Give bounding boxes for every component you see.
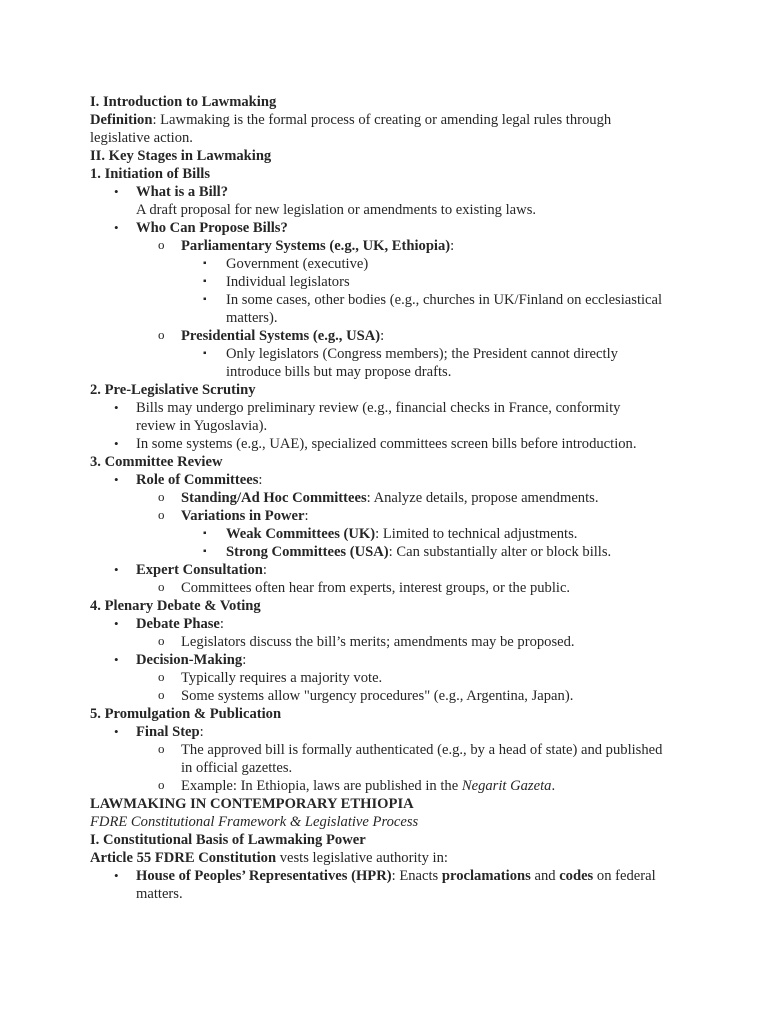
item-bold-text: codes [559,868,594,884]
item-text: . [551,778,556,794]
bullet-disc-icon: • [114,652,119,667]
item-label: Strong Committees (USA) [226,544,389,560]
heading-pre-legislative: 2. Pre-Legislative Scrutiny [90,382,256,398]
item-text: introduce bills but may propose drafts. [226,364,452,380]
bullet-circle-icon: o [158,687,165,702]
item-colon: : [450,238,455,254]
heading-ethiopia: LAWMAKING IN CONTEMPORARY ETHIOPIA [90,796,414,812]
bullet-circle-icon: o [158,741,165,756]
item-colon: : [242,652,247,668]
item-label: Debate Phase [136,616,220,632]
bullet-square-icon: ▪ [203,258,207,269]
bullet-circle-icon: o [158,507,165,522]
bullet-square-icon: ▪ [203,348,207,359]
item-text: and [530,868,560,884]
item-text: In some cases, other bodies (e.g., churches in UK/Finland on ecclesiastical [226,292,663,308]
list-item [90,723,690,741]
item-text: matters. [136,886,183,902]
item-text: Example: In Ethiopia, laws are published in the [181,778,462,794]
heading-key-stages: II. Key Stages in Lawmaking [90,148,272,164]
list-item [90,543,690,561]
item-label: Variations in Power [181,508,305,524]
item-label: Parliamentary Systems (e.g., UK, Ethiopia) [181,238,451,254]
item-label: Role of Committees [136,472,259,488]
item-label: House of Peoples’ Representatives (HPR) [136,868,392,884]
item-italic-text: Negarit Gazeta [461,778,552,794]
item-colon: : [258,472,263,488]
definition-paragraph [90,111,690,129]
list-item [90,183,690,201]
item-colon: : [199,724,204,740]
item-text: : Can substantially alter or block bills. [388,544,612,560]
item-text: A draft proposal for new legislation or amendments to existing laws. [136,202,537,218]
document-page [90,93,690,903]
bullet-disc-icon: • [114,400,119,415]
list-item [90,651,690,669]
bullet-disc-icon: • [114,724,119,739]
list-item-cont [90,759,690,777]
item-label: Final Step [136,724,200,740]
list-item [90,615,690,633]
item-text: Only legislators (Congress members); the President cannot directly [226,346,618,362]
list-item [90,255,690,273]
list-item-cont [90,417,690,435]
list-item-cont [90,309,690,327]
bullet-circle-icon: o [158,489,165,504]
definition-text: : Lawmaking is the formal process of creating or amending legal rules through [152,112,612,128]
bullet-circle-icon: o [158,633,165,648]
bullet-square-icon: ▪ [203,546,207,557]
bullet-circle-icon: o [158,237,165,252]
list-item [90,471,690,489]
list-item-cont [90,885,690,903]
item-text: Individual legislators [226,274,350,290]
item-label: What is a Bill? [136,184,229,200]
heading-constitutional-basis: I. Constitutional Basis of Lawmaking Power [90,832,366,848]
list-item-text [90,201,690,219]
list-item [90,687,690,705]
item-colon: : [304,508,309,524]
list-item [90,399,690,417]
item-text: on federal [593,868,656,884]
heading-introduction: I. Introduction to Lawmaking [90,94,277,110]
bullet-square-icon: ▪ [203,276,207,287]
article-text: vests legislative authority in: [276,850,448,866]
item-text: : Enacts [391,868,442,884]
list-item [90,327,690,345]
heading-promulgation: 5. Promulgation & Publication [90,706,282,722]
list-item [90,561,690,579]
heading-committee-review: 3. Committee Review [90,454,223,470]
item-text: Legislators discuss the bill’s merits; amendments may be proposed. [181,634,575,650]
article-label: Article 55 FDRE Constitution [90,850,277,866]
list-item [90,525,690,543]
list-item [90,273,690,291]
list-item [90,669,690,687]
item-label: Weak Committees (UK) [226,526,376,542]
list-item [90,633,690,651]
bullet-disc-icon: • [114,472,119,487]
list-item [90,489,690,507]
list-item [90,777,690,795]
heading-plenary: 4. Plenary Debate & Voting [90,598,261,614]
bullet-circle-icon: o [158,579,165,594]
item-bold-text: proclamations [441,868,531,884]
item-text: Some systems allow "urgency procedures" (e.g., Argentina, Japan). [181,688,574,704]
list-item [90,435,690,453]
bullet-square-icon: ▪ [203,294,207,305]
item-label: Presidential Systems (e.g., USA) [181,328,381,344]
item-colon: : [380,328,385,344]
item-text: Bills may undergo preliminary review (e.g., financial checks in France, conformity [136,400,621,416]
list-item [90,219,690,237]
item-text: Typically requires a majority vote. [181,670,383,686]
item-text: : Analyze details, propose amendments. [366,490,599,506]
list-item [90,291,690,309]
bullet-disc-icon: • [114,868,119,883]
list-item [90,867,690,885]
item-text: matters). [226,310,278,326]
subheading-ethiopia: FDRE Constitutional Framework & Legislative Process [90,814,419,830]
list-item [90,507,690,525]
item-colon: : [262,562,267,578]
bullet-disc-icon: • [114,220,119,235]
bullet-circle-icon: o [158,669,165,684]
item-colon: : [219,616,224,632]
item-label: Expert Consultation [136,562,263,578]
list-item [90,579,690,597]
bullet-circle-icon: o [158,777,165,792]
item-text: review in Yugoslavia). [136,418,268,434]
list-item [90,237,690,255]
bullet-disc-icon: • [114,562,119,577]
item-text: Committees often hear from experts, interest groups, or the public. [181,580,571,596]
article-55-paragraph [90,849,690,867]
heading-initiation: 1. Initiation of Bills [90,166,211,182]
item-text: Government (executive) [226,256,369,272]
item-label: Who Can Propose Bills? [136,220,288,236]
item-text: : Limited to technical adjustments. [375,526,578,542]
definition-text-cont: legislative action. [90,130,193,146]
item-label: Decision-Making [136,652,243,668]
bullet-disc-icon: • [114,436,119,451]
item-text: The approved bill is formally authenticated (e.g., by a head of state) and published [181,742,663,758]
bullet-disc-icon: • [114,184,119,199]
item-text: In some systems (e.g., UAE), specialized committees screen bills before introduction. [136,436,637,452]
definition-label: Definition [90,112,153,128]
bullet-circle-icon: o [158,327,165,342]
list-item [90,345,690,363]
list-item-cont [90,363,690,381]
bullet-square-icon: ▪ [203,528,207,539]
item-text: in official gazettes. [181,760,293,776]
list-item [90,741,690,759]
bullet-disc-icon: • [114,616,119,631]
item-label: Standing/Ad Hoc Committees [181,490,367,506]
